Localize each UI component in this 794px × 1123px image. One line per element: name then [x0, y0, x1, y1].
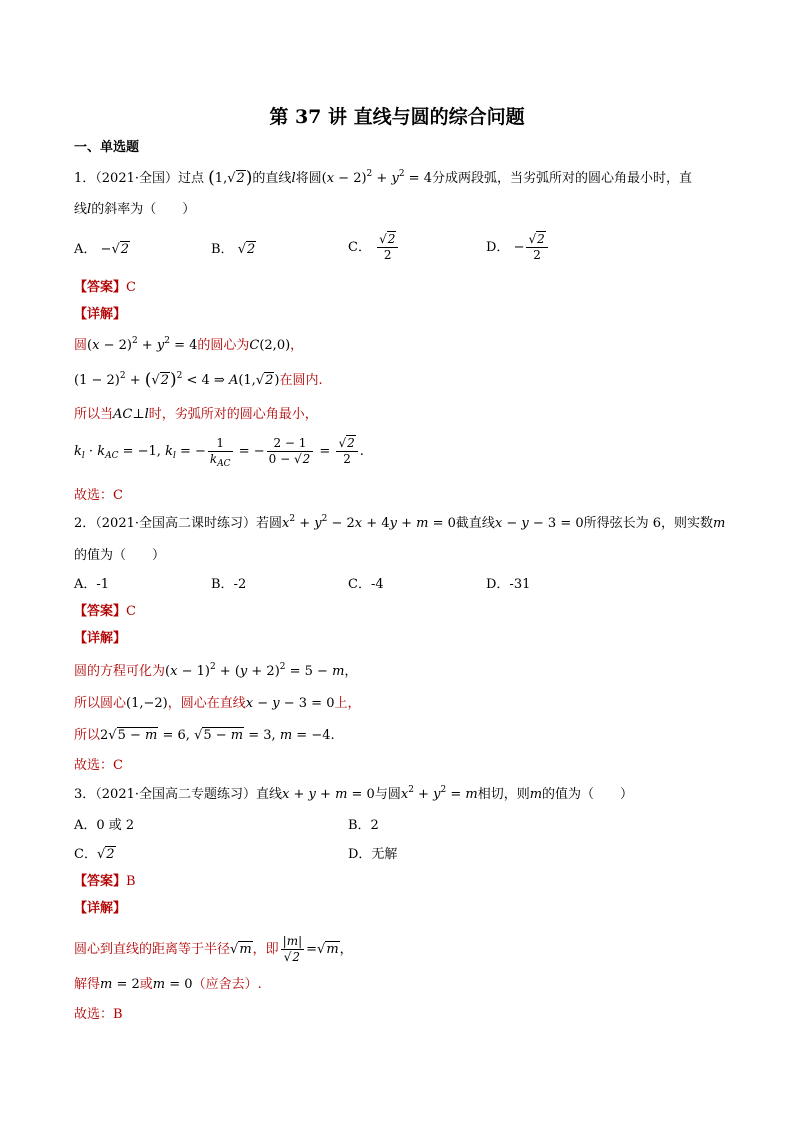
- q1-option-c: C． $\frac{√2}{2}$: [348, 232, 400, 263]
- q3-detail-line1: 圆心到直线的距离等于半径√m，即 $\frac{|m|}{√2}$ =√m，: [74, 934, 353, 964]
- q3-option-d: D．无解: [348, 847, 398, 862]
- q1-detail-line4: $k_l \cdot k_{AC} = -1$, $k_l$ = − $\frac{1}{k_{AC}}$ = − $\frac{2 - 1}{0 - √2}$ = $\frac{√2}{2}$ .: [74, 436, 364, 469]
- q2-option-b: B．-2: [211, 577, 247, 592]
- q1-detail-label: 【详解】: [74, 307, 127, 322]
- q1-circle-formula: $(x - 2)^2 + y^2 = 4$: [321, 169, 432, 186]
- q1-option-b: B． √2: [211, 242, 256, 257]
- q1-stem-line2: 线l的斜率为（ ）: [74, 202, 196, 217]
- q2-detail-line3: 所以2√5 − m = 6, √5 − m = 3, m = −4.: [74, 728, 335, 743]
- q2-stem-line1: 2．（2021·全国高二课时练习）若圆$x^2 + y^2 - 2x + 4y + m = 0$截直线x − y − 3 = 0所得弦长为 6，则实数m: [74, 514, 726, 531]
- q1-detail-line2: $(1 - 2)^2 + (√2)^2 < 4$ ⇒ A(1,√2)在圆内.: [74, 370, 323, 390]
- q2-detail-line1: 圆的方程可化为$(x - 1)^2 + (y + 2)^2 = 5 - m$，: [74, 662, 358, 679]
- q3-number: 3．: [74, 787, 96, 802]
- q2-option-a: A．-1: [74, 577, 110, 592]
- q1-source: （2021·全国）: [95, 171, 178, 186]
- q2-number: 2．: [74, 516, 96, 531]
- q2-chosen: 故选：C: [74, 758, 123, 773]
- q2-answer: 【答案】C: [74, 604, 136, 619]
- q3-answer: 【答案】B: [74, 874, 136, 889]
- q3-detail-label: 【详解】: [74, 901, 127, 916]
- q1-detail-line1: 圆$(x - 2)^2 + y^2 = 4$的圆心为C(2,0)，: [74, 336, 304, 353]
- q1-detail-line3: 所以当AC⊥l时，劣弧所对的圆心角最小，: [74, 407, 318, 422]
- q2-detail-label: 【详解】: [74, 631, 127, 646]
- page-title: 第 37 讲 直线与圆的综合问题: [269, 106, 525, 128]
- q1-option-d: D． − $\frac{√2}{2}$: [486, 232, 550, 263]
- q3-option-c: C．√2: [74, 847, 115, 862]
- q1-number: 1．: [74, 171, 96, 186]
- q3-stem-line1: 3．（2021·全国高二专题练习）直线x + y + m = 0与圆$x^2 + y^2 = m$相切，则m的值为（ ）: [74, 785, 634, 802]
- q2-detail-line2: 所以圆心(1,−2)，圆心在直线x − y − 3 = 0上，: [74, 696, 361, 711]
- q3-chosen: 故选：B: [74, 1007, 123, 1022]
- q3-detail-line2: 解得m = 2或m = 0（应舍去）.: [74, 977, 262, 992]
- q2-option-d: D．-31: [486, 577, 531, 592]
- q1-chosen: 故选：C: [74, 488, 123, 503]
- q1-point-formula: (1,√2): [208, 168, 253, 188]
- q2-stem-line2: 的值为（ ）: [74, 548, 166, 563]
- q2-option-c: C．-4: [348, 577, 384, 592]
- q1-option-a: A． −√2: [74, 242, 130, 257]
- q2-source: （2021·全国高二课时练习）: [95, 516, 256, 531]
- q3-option-a: A．0 或 2: [74, 818, 135, 833]
- q3-option-b: B．2: [348, 818, 379, 833]
- section-heading: 一、单选题: [74, 140, 140, 155]
- q1-answer: 【答案】C: [74, 280, 136, 295]
- q3-source: （2021·全国高二专题练习）: [95, 787, 256, 802]
- q1-stem-line1: 1．（2021·全国）过点 (1,√2)的直线l将圆$(x - 2)^2 + y^2 = 4$分成两段弧，当劣弧所对的圆心角最小时，直: [74, 168, 692, 188]
